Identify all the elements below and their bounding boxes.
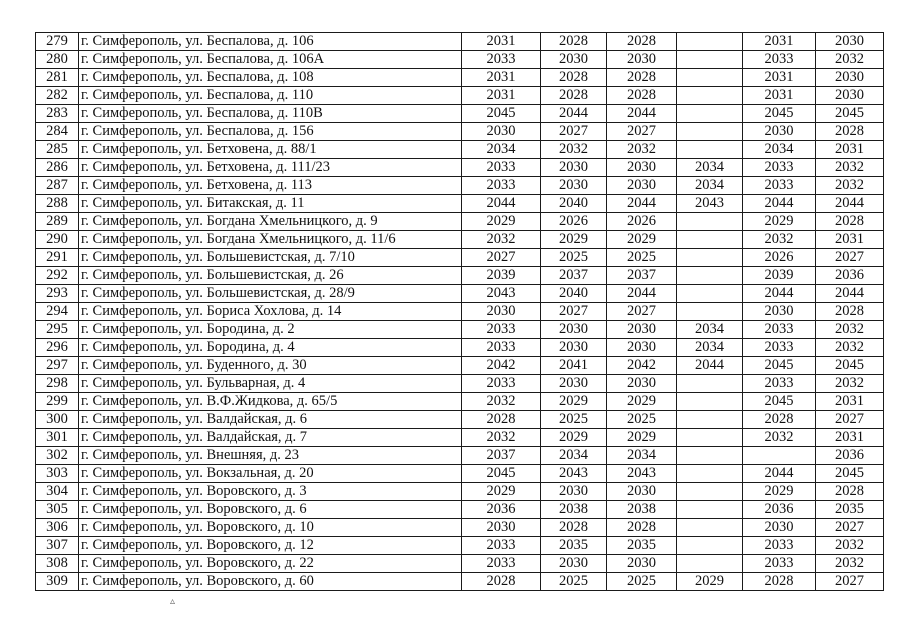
year-cell-5: 2033 [743, 321, 816, 339]
year-cell-1: 2031 [462, 33, 541, 51]
address-cell: г. Симферополь, ул. Воровского, д. 22 [79, 555, 462, 573]
year-cell-4 [677, 465, 743, 483]
year-cell-1: 2031 [462, 69, 541, 87]
year-cell-6: 2028 [816, 483, 884, 501]
year-cell-3: 2032 [607, 141, 677, 159]
year-cell-1: 2044 [462, 195, 541, 213]
year-cell-5: 2031 [743, 87, 816, 105]
address-cell: г. Симферополь, ул. Воровского, д. 60 [79, 573, 462, 591]
year-cell-3: 2042 [607, 357, 677, 375]
year-cell-5: 2036 [743, 501, 816, 519]
table-row [36, 177, 884, 195]
year-cell-3: 2030 [607, 555, 677, 573]
year-cell-2: 2040 [541, 195, 607, 213]
year-cell-3: 2026 [607, 213, 677, 231]
row-number-cell: 290 [36, 231, 79, 249]
year-cell-4 [677, 141, 743, 159]
address-cell: г. Симферополь, ул. Бориса Хохлова, д. 14 [79, 303, 462, 321]
year-cell-3: 2038 [607, 501, 677, 519]
table-row [36, 393, 884, 411]
year-cell-5: 2034 [743, 141, 816, 159]
year-cell-5: 2039 [743, 267, 816, 285]
table-row [36, 465, 884, 483]
year-cell-3: 2029 [607, 231, 677, 249]
year-cell-4: 2029 [677, 573, 743, 591]
year-cell-2: 2025 [541, 249, 607, 267]
table-row [36, 537, 884, 555]
year-cell-3: 2030 [607, 177, 677, 195]
year-cell-2: 2030 [541, 339, 607, 357]
year-cell-1: 2039 [462, 267, 541, 285]
year-cell-2: 2043 [541, 465, 607, 483]
row-number-cell: 309 [36, 573, 79, 591]
address-cell: г. Симферополь, ул. Бульварная, д. 4 [79, 375, 462, 393]
year-cell-2: 2029 [541, 429, 607, 447]
year-cell-3: 2044 [607, 105, 677, 123]
year-cell-6: 2032 [816, 555, 884, 573]
year-cell-3: 2025 [607, 411, 677, 429]
row-number-cell: 288 [36, 195, 79, 213]
year-cell-3: 2030 [607, 483, 677, 501]
year-cell-6: 2032 [816, 177, 884, 195]
table-row [36, 195, 884, 213]
year-cell-6: 2044 [816, 195, 884, 213]
year-cell-6: 2031 [816, 429, 884, 447]
row-number-cell: 284 [36, 123, 79, 141]
year-cell-5: 2031 [743, 69, 816, 87]
year-cell-2: 2040 [541, 285, 607, 303]
row-number-cell: 298 [36, 375, 79, 393]
year-cell-5: 2030 [743, 123, 816, 141]
row-number-cell: 281 [36, 69, 79, 87]
year-cell-4 [677, 87, 743, 105]
year-cell-2: 2030 [541, 555, 607, 573]
year-cell-6: 2036 [816, 267, 884, 285]
address-cell: г. Симферополь, ул. Беспалова, д. 108 [79, 69, 462, 87]
row-number-cell: 303 [36, 465, 79, 483]
year-cell-4 [677, 285, 743, 303]
year-cell-6: 2030 [816, 33, 884, 51]
year-cell-5: 2045 [743, 105, 816, 123]
year-cell-4 [677, 375, 743, 393]
year-cell-2: 2027 [541, 303, 607, 321]
table-row [36, 285, 884, 303]
address-cell: г. Симферополь, ул. Беспалова, д. 156 [79, 123, 462, 141]
year-cell-6: 2027 [816, 573, 884, 591]
year-cell-6: 2032 [816, 375, 884, 393]
address-cell: г. Симферополь, ул. Валдайская, д. 7 [79, 429, 462, 447]
year-cell-5: 2045 [743, 393, 816, 411]
table-row [36, 123, 884, 141]
table-row [36, 573, 884, 591]
table-row [36, 321, 884, 339]
year-cell-6: 2032 [816, 339, 884, 357]
year-cell-5: 2030 [743, 519, 816, 537]
year-cell-1: 2033 [462, 321, 541, 339]
row-number-cell: 279 [36, 33, 79, 51]
year-cell-3: 2029 [607, 393, 677, 411]
scan-artifact-mark: ▵ [170, 596, 176, 607]
year-cell-1: 2037 [462, 447, 541, 465]
address-cell: г. Симферополь, ул. Бетховена, д. 113 [79, 177, 462, 195]
row-number-cell: 293 [36, 285, 79, 303]
address-cell: г. Симферополь, ул. Бородина, д. 2 [79, 321, 462, 339]
year-cell-3: 2037 [607, 267, 677, 285]
year-cell-5: 2033 [743, 375, 816, 393]
year-cell-2: 2044 [541, 105, 607, 123]
year-cell-6: 2027 [816, 411, 884, 429]
year-cell-1: 2031 [462, 87, 541, 105]
year-cell-5: 2044 [743, 465, 816, 483]
year-cell-4 [677, 213, 743, 231]
row-number-cell: 280 [36, 51, 79, 69]
year-cell-5 [743, 447, 816, 465]
year-cell-3: 2035 [607, 537, 677, 555]
row-number-cell: 299 [36, 393, 79, 411]
year-cell-6: 2031 [816, 141, 884, 159]
year-cell-1: 2033 [462, 555, 541, 573]
address-cell: г. Симферополь, ул. Валдайская, д. 6 [79, 411, 462, 429]
year-cell-1: 2033 [462, 159, 541, 177]
row-number-cell: 285 [36, 141, 79, 159]
address-cell: г. Симферополь, ул. Внешняя, д. 23 [79, 447, 462, 465]
year-cell-4: 2034 [677, 339, 743, 357]
year-cell-1: 2043 [462, 285, 541, 303]
year-cell-3: 2027 [607, 123, 677, 141]
address-cell: г. Симферополь, ул. Большевистская, д. 26 [79, 267, 462, 285]
address-cell: г. Симферополь, ул. Богдана Хмельницкого, д. 11/6 [79, 231, 462, 249]
year-cell-6: 2027 [816, 519, 884, 537]
address-cell: г. Симферополь, ул. В.Ф.Жидкова, д. 65/5 [79, 393, 462, 411]
row-number-cell: 296 [36, 339, 79, 357]
year-cell-2: 2027 [541, 123, 607, 141]
year-cell-1: 2033 [462, 339, 541, 357]
address-cell: г. Симферополь, ул. Воровского, д. 12 [79, 537, 462, 555]
table-row [36, 339, 884, 357]
table-row [36, 501, 884, 519]
year-cell-6: 2045 [816, 357, 884, 375]
year-cell-3: 2028 [607, 87, 677, 105]
year-cell-4 [677, 501, 743, 519]
year-cell-3: 2044 [607, 285, 677, 303]
year-cell-2: 2035 [541, 537, 607, 555]
year-cell-1: 2033 [462, 537, 541, 555]
year-cell-2: 2025 [541, 411, 607, 429]
year-cell-3: 2030 [607, 159, 677, 177]
row-number-cell: 306 [36, 519, 79, 537]
year-cell-2: 2034 [541, 447, 607, 465]
year-cell-6: 2030 [816, 87, 884, 105]
year-cell-1: 2029 [462, 483, 541, 501]
year-cell-2: 2028 [541, 33, 607, 51]
year-cell-5: 2033 [743, 159, 816, 177]
year-cell-1: 2042 [462, 357, 541, 375]
year-cell-4 [677, 51, 743, 69]
year-cell-6: 2032 [816, 321, 884, 339]
year-cell-4 [677, 33, 743, 51]
year-cell-1: 2030 [462, 303, 541, 321]
year-cell-1: 2045 [462, 105, 541, 123]
table-row [36, 213, 884, 231]
year-cell-3: 2030 [607, 375, 677, 393]
address-cell: г. Симферополь, ул. Беспалова, д. 110 [79, 87, 462, 105]
year-cell-5: 2031 [743, 33, 816, 51]
year-cell-3: 2034 [607, 447, 677, 465]
year-cell-4 [677, 249, 743, 267]
year-cell-2: 2030 [541, 483, 607, 501]
year-cell-2: 2026 [541, 213, 607, 231]
year-cell-2: 2037 [541, 267, 607, 285]
year-cell-3: 2027 [607, 303, 677, 321]
table-row [36, 357, 884, 375]
address-cell: г. Симферополь, ул. Большевистская, д. 7/10 [79, 249, 462, 267]
year-cell-3: 2030 [607, 339, 677, 357]
row-number-cell: 302 [36, 447, 79, 465]
year-cell-5: 2028 [743, 573, 816, 591]
year-cell-2: 2028 [541, 519, 607, 537]
row-number-cell: 300 [36, 411, 79, 429]
year-cell-2: 2029 [541, 393, 607, 411]
year-cell-6: 2027 [816, 249, 884, 267]
year-cell-1: 2029 [462, 213, 541, 231]
year-cell-1: 2030 [462, 519, 541, 537]
year-cell-2: 2030 [541, 321, 607, 339]
year-cell-2: 2030 [541, 375, 607, 393]
year-cell-6: 2044 [816, 285, 884, 303]
address-cell: г. Симферополь, ул. Беспалова, д. 106А [79, 51, 462, 69]
year-cell-2: 2030 [541, 159, 607, 177]
year-cell-4 [677, 429, 743, 447]
year-cell-1: 2036 [462, 501, 541, 519]
year-cell-1: 2027 [462, 249, 541, 267]
year-cell-4 [677, 303, 743, 321]
year-cell-6: 2028 [816, 303, 884, 321]
year-cell-5: 2033 [743, 555, 816, 573]
year-cell-2: 2028 [541, 69, 607, 87]
year-cell-4: 2034 [677, 159, 743, 177]
table-row [36, 69, 884, 87]
year-cell-3: 2028 [607, 519, 677, 537]
year-cell-6: 2045 [816, 465, 884, 483]
row-number-cell: 286 [36, 159, 79, 177]
year-cell-5: 2028 [743, 411, 816, 429]
year-cell-2: 2041 [541, 357, 607, 375]
table-row [36, 87, 884, 105]
year-cell-6: 2028 [816, 123, 884, 141]
table-row [36, 33, 884, 51]
row-number-cell: 294 [36, 303, 79, 321]
address-cell: г. Симферополь, ул. Бетховена, д. 88/1 [79, 141, 462, 159]
address-cell: г. Симферополь, ул. Буденного, д. 30 [79, 357, 462, 375]
year-cell-1: 2028 [462, 573, 541, 591]
year-cell-1: 2030 [462, 123, 541, 141]
row-number-cell: 289 [36, 213, 79, 231]
row-number-cell: 304 [36, 483, 79, 501]
year-cell-6: 2028 [816, 213, 884, 231]
row-number-cell: 297 [36, 357, 79, 375]
table-row [36, 483, 884, 501]
year-cell-5: 2029 [743, 483, 816, 501]
year-cell-3: 2044 [607, 195, 677, 213]
year-cell-5: 2033 [743, 339, 816, 357]
year-cell-3: 2025 [607, 249, 677, 267]
row-number-cell: 291 [36, 249, 79, 267]
year-cell-4 [677, 537, 743, 555]
year-cell-6: 2031 [816, 231, 884, 249]
row-number-cell: 308 [36, 555, 79, 573]
year-cell-5: 2033 [743, 177, 816, 195]
row-number-cell: 287 [36, 177, 79, 195]
year-cell-4 [677, 123, 743, 141]
year-cell-4 [677, 519, 743, 537]
year-cell-2: 2030 [541, 177, 607, 195]
table-row [36, 267, 884, 285]
year-cell-4 [677, 483, 743, 501]
year-cell-2: 2032 [541, 141, 607, 159]
row-number-cell: 283 [36, 105, 79, 123]
year-cell-5: 2032 [743, 429, 816, 447]
year-cell-2: 2038 [541, 501, 607, 519]
year-cell-3: 2030 [607, 321, 677, 339]
year-cell-3: 2025 [607, 573, 677, 591]
address-cell: г. Симферополь, ул. Беспалова, д. 110В [79, 105, 462, 123]
year-cell-3: 2030 [607, 51, 677, 69]
table-row [36, 447, 884, 465]
table-row [36, 429, 884, 447]
year-cell-6: 2032 [816, 51, 884, 69]
year-cell-5: 2045 [743, 357, 816, 375]
table-row [36, 141, 884, 159]
table-row [36, 519, 884, 537]
year-cell-6: 2031 [816, 393, 884, 411]
year-cell-4: 2034 [677, 321, 743, 339]
row-number-cell: 292 [36, 267, 79, 285]
table-row [36, 375, 884, 393]
address-cell: г. Симферополь, ул. Вокзальная, д. 20 [79, 465, 462, 483]
year-cell-5: 2026 [743, 249, 816, 267]
year-cell-6: 2032 [816, 159, 884, 177]
table-row [36, 303, 884, 321]
year-cell-1: 2034 [462, 141, 541, 159]
table-body [36, 33, 884, 591]
year-cell-3: 2029 [607, 429, 677, 447]
year-cell-5: 2032 [743, 231, 816, 249]
year-cell-2: 2028 [541, 87, 607, 105]
year-cell-4 [677, 411, 743, 429]
address-cell: г. Симферополь, ул. Бетховена, д. 111/23 [79, 159, 462, 177]
year-cell-1: 2033 [462, 375, 541, 393]
year-cell-4: 2044 [677, 357, 743, 375]
row-number-cell: 295 [36, 321, 79, 339]
year-cell-2: 2030 [541, 51, 607, 69]
year-cell-2: 2025 [541, 573, 607, 591]
year-cell-3: 2028 [607, 69, 677, 87]
year-cell-1: 2032 [462, 393, 541, 411]
year-cell-6: 2032 [816, 537, 884, 555]
year-cell-4 [677, 555, 743, 573]
table-row [36, 411, 884, 429]
table-row [36, 105, 884, 123]
year-cell-6: 2035 [816, 501, 884, 519]
address-cell: г. Симферополь, ул. Бородина, д. 4 [79, 339, 462, 357]
address-cell: г. Симферополь, ул. Воровского, д. 10 [79, 519, 462, 537]
table-row [36, 159, 884, 177]
address-cell: г. Симферополь, ул. Битакская, д. 11 [79, 195, 462, 213]
year-cell-4: 2043 [677, 195, 743, 213]
table-row [36, 249, 884, 267]
year-cell-4 [677, 393, 743, 411]
year-cell-6: 2045 [816, 105, 884, 123]
address-cell: г. Симферополь, ул. Беспалова, д. 106 [79, 33, 462, 51]
year-cell-5: 2044 [743, 285, 816, 303]
year-cell-4 [677, 447, 743, 465]
year-cell-4: 2034 [677, 177, 743, 195]
year-cell-6: 2030 [816, 69, 884, 87]
row-number-cell: 282 [36, 87, 79, 105]
year-cell-1: 2033 [462, 51, 541, 69]
year-cell-1: 2032 [462, 429, 541, 447]
table-row [36, 231, 884, 249]
year-cell-4 [677, 267, 743, 285]
year-cell-3: 2028 [607, 33, 677, 51]
table-row [36, 51, 884, 69]
address-cell: г. Симферополь, ул. Богдана Хмельницкого, д. 9 [79, 213, 462, 231]
year-cell-6: 2036 [816, 447, 884, 465]
year-cell-5: 2044 [743, 195, 816, 213]
year-cell-4 [677, 105, 743, 123]
year-cell-1: 2033 [462, 177, 541, 195]
year-cell-5: 2030 [743, 303, 816, 321]
address-cell: г. Симферополь, ул. Воровского, д. 6 [79, 501, 462, 519]
address-cell: г. Симферополь, ул. Воровского, д. 3 [79, 483, 462, 501]
year-cell-3: 2043 [607, 465, 677, 483]
year-cell-5: 2033 [743, 51, 816, 69]
address-cell: г. Симферополь, ул. Большевистская, д. 28/9 [79, 285, 462, 303]
row-number-cell: 307 [36, 537, 79, 555]
table-row [36, 555, 884, 573]
year-cell-4 [677, 69, 743, 87]
row-number-cell: 305 [36, 501, 79, 519]
year-cell-5: 2033 [743, 537, 816, 555]
year-cell-1: 2045 [462, 465, 541, 483]
year-cell-1: 2028 [462, 411, 541, 429]
year-cell-5: 2029 [743, 213, 816, 231]
year-cell-4 [677, 231, 743, 249]
row-number-cell: 301 [36, 429, 79, 447]
year-cell-2: 2029 [541, 231, 607, 249]
year-cell-1: 2032 [462, 231, 541, 249]
housing-schedule-table [35, 32, 884, 591]
